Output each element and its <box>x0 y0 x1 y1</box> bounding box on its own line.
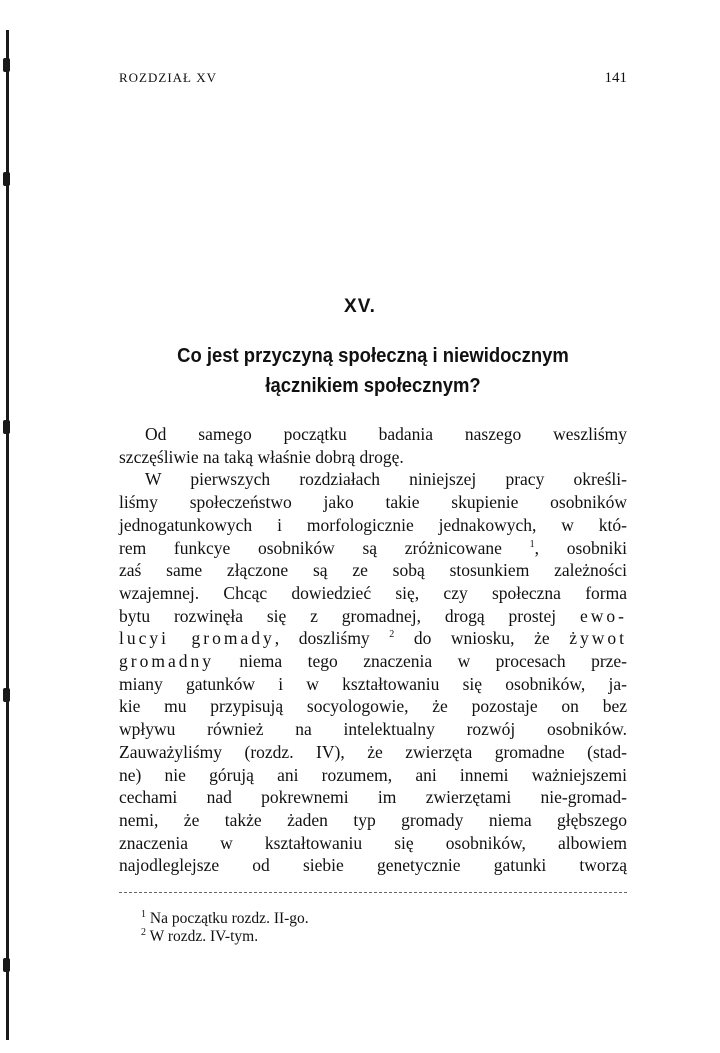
footnotes <box>141 910 621 946</box>
footnote-divider <box>119 892 627 893</box>
binding-mark <box>3 688 10 702</box>
footnote-mark: 2 <box>141 926 146 938</box>
text-line: liśmy społeczeństwo jako takie skupienie osobników <box>119 492 627 513</box>
emphasized-text: lucyi gromady <box>119 628 275 649</box>
running-title: ROZDZIAŁ XV <box>119 70 218 85</box>
chapter-title-line-1: Co jest przyczyną społeczną i niewidocznym <box>177 344 569 367</box>
text-line: ne) nie górują ani rozumem, ani innemi ważniejszemi <box>119 764 627 785</box>
footnote <box>141 928 621 946</box>
binding-mark <box>3 58 10 72</box>
page-number: 141 <box>604 70 627 86</box>
text-line: szczęśliwie na taką właśnie dobrą drogę. <box>119 446 404 467</box>
emphasized-text: gromadny <box>119 651 214 672</box>
text-line: wpływu również na intelektualny rozwój osobników. <box>119 719 627 740</box>
emphasized-text: żywot <box>569 628 627 649</box>
text-line: zaś same złączone są ze sobą stosunkiem zależności <box>119 560 627 581</box>
body-text <box>119 423 627 877</box>
text-segment: rem funkcye osobników są zróżnicowane <box>119 537 502 558</box>
text-line: W pierwszych rozdziałach niniejszej pracy określi- <box>145 469 627 490</box>
text-line: Od samego początku badania naszego weszliśmy <box>145 424 627 444</box>
binding-mark <box>3 958 10 972</box>
text-line: znaczenia w kształtowaniu się osobników, albowiem <box>119 832 627 853</box>
text-segment: bytu rozwinęła się z gromadnej, drogą prostej <box>119 605 557 626</box>
chapter-number: XV. <box>344 296 376 317</box>
text-line: cechami nad pokrewnemi im zwierzętami nie-gromad- <box>119 787 627 808</box>
text-line <box>119 537 627 560</box>
text-segment: , doszliśmy <box>274 628 370 649</box>
text-line: Zauważyliśmy (rozdz. IV), że zwierzęta gromadne (stad- <box>119 741 627 762</box>
footnote-mark: 1 <box>141 908 146 920</box>
footnote <box>141 910 621 928</box>
footnote-text: Na początku rozdz. II-go. <box>149 910 309 927</box>
text-line: nemi, że także żaden typ gromady niema głębszego <box>119 809 627 830</box>
emphasized-text: ewo- <box>580 605 627 626</box>
text-segment: do wniosku, że <box>413 628 550 649</box>
chapter-title <box>144 341 601 401</box>
binding-mark <box>3 172 10 186</box>
footnote-ref: 1 <box>529 538 535 550</box>
text-segment: , osobniki <box>534 537 628 558</box>
footnote-ref: 2 <box>389 629 395 641</box>
text-segment: niema tego znaczenia w procesach prze- <box>239 651 628 672</box>
text-line: wzajemnej. Chcąc dowiedzieć się, czy społeczna forma <box>119 582 627 603</box>
footnote-text: W rozdz. IV-tym. <box>149 928 259 945</box>
running-header <box>119 70 627 87</box>
text-line: miany gatunków i w kształtowaniu się osobników, ja- <box>119 673 627 694</box>
binding-mark <box>3 420 10 434</box>
text-line <box>119 627 627 650</box>
text-line: jednogatunkowych i morfologicznie jednakowych, w któ- <box>119 514 627 535</box>
text-line: kie mu przypisują socyologowie, że pozostaje on bez <box>119 696 627 717</box>
text-line: najodleglejsze od siebie genetycznie gatunki tworzą <box>119 855 627 876</box>
chapter-title-line-2: łącznikiem społecznym? <box>265 374 481 397</box>
text-line <box>119 650 627 673</box>
text-line <box>119 605 627 628</box>
